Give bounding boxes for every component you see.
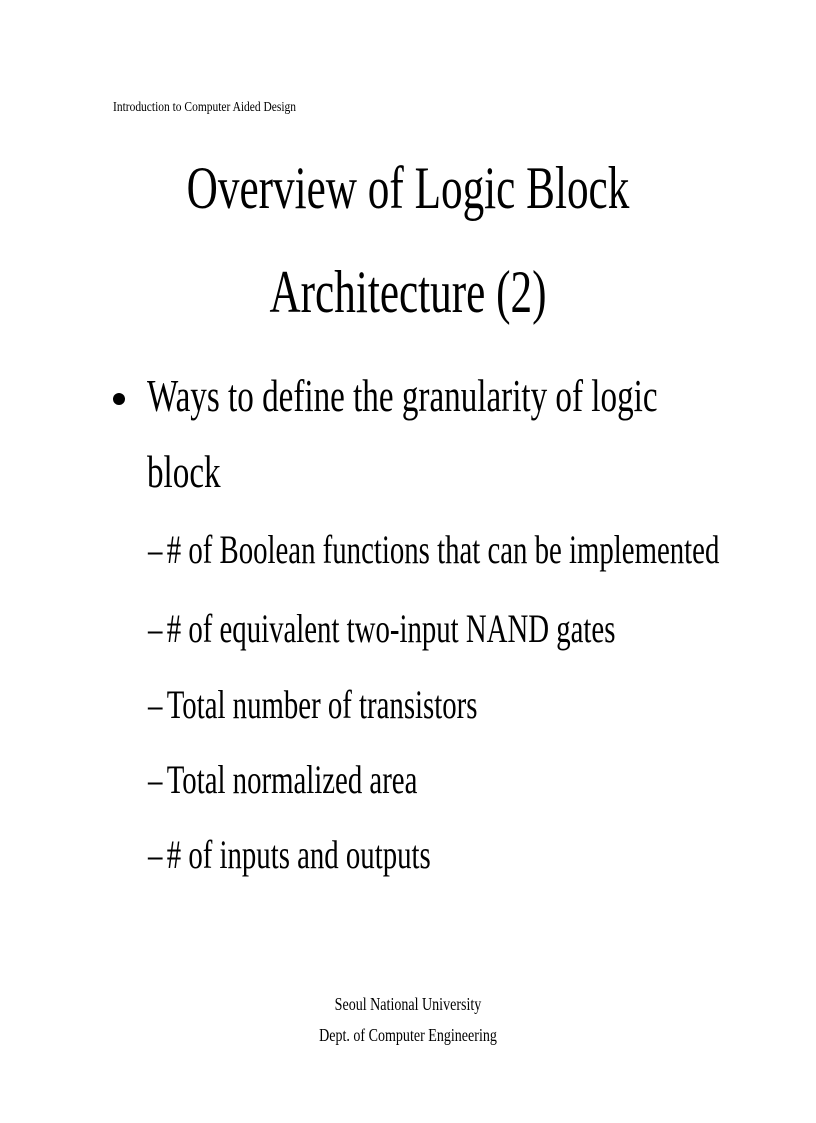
dash-icon: – <box>148 757 163 802</box>
sub-bullet-nand-gates <box>148 606 616 651</box>
sub-bullet-text: # of inputs and outputs <box>166 832 431 877</box>
sub-bullet-text: Total number of transistors <box>166 682 478 727</box>
main-bullet-text-line-2: block <box>147 446 221 497</box>
sub-bullet-text: # of Boolean functions that can be implemented <box>166 527 720 572</box>
sub-bullet-transistors <box>148 682 478 727</box>
dash-icon: – <box>148 606 163 651</box>
bullet-dot-icon <box>113 393 125 405</box>
slide-title-line-1: Overview of Logic Block <box>186 155 630 221</box>
sub-bullet-normalized-area <box>148 757 418 802</box>
sub-bullet-text: Total normalized area <box>166 757 418 802</box>
sub-bullet-boolean-functions <box>148 527 720 572</box>
slide-title-line-2: Architecture (2) <box>269 259 547 325</box>
footer-department: Dept. of Computer Engineering <box>319 1025 497 1045</box>
course-header: Introduction to Computer Aided Design <box>113 100 297 115</box>
sub-bullet-inputs-outputs <box>148 832 431 877</box>
dash-icon: – <box>148 682 163 727</box>
dash-icon: – <box>148 832 163 877</box>
sub-bullet-text: # of equivalent two-input NAND gates <box>166 606 616 651</box>
dash-icon: – <box>148 527 163 572</box>
main-bullet-text-line-1: Ways to define the granularity of logic <box>147 370 658 421</box>
footer-university: Seoul National University <box>334 994 482 1014</box>
